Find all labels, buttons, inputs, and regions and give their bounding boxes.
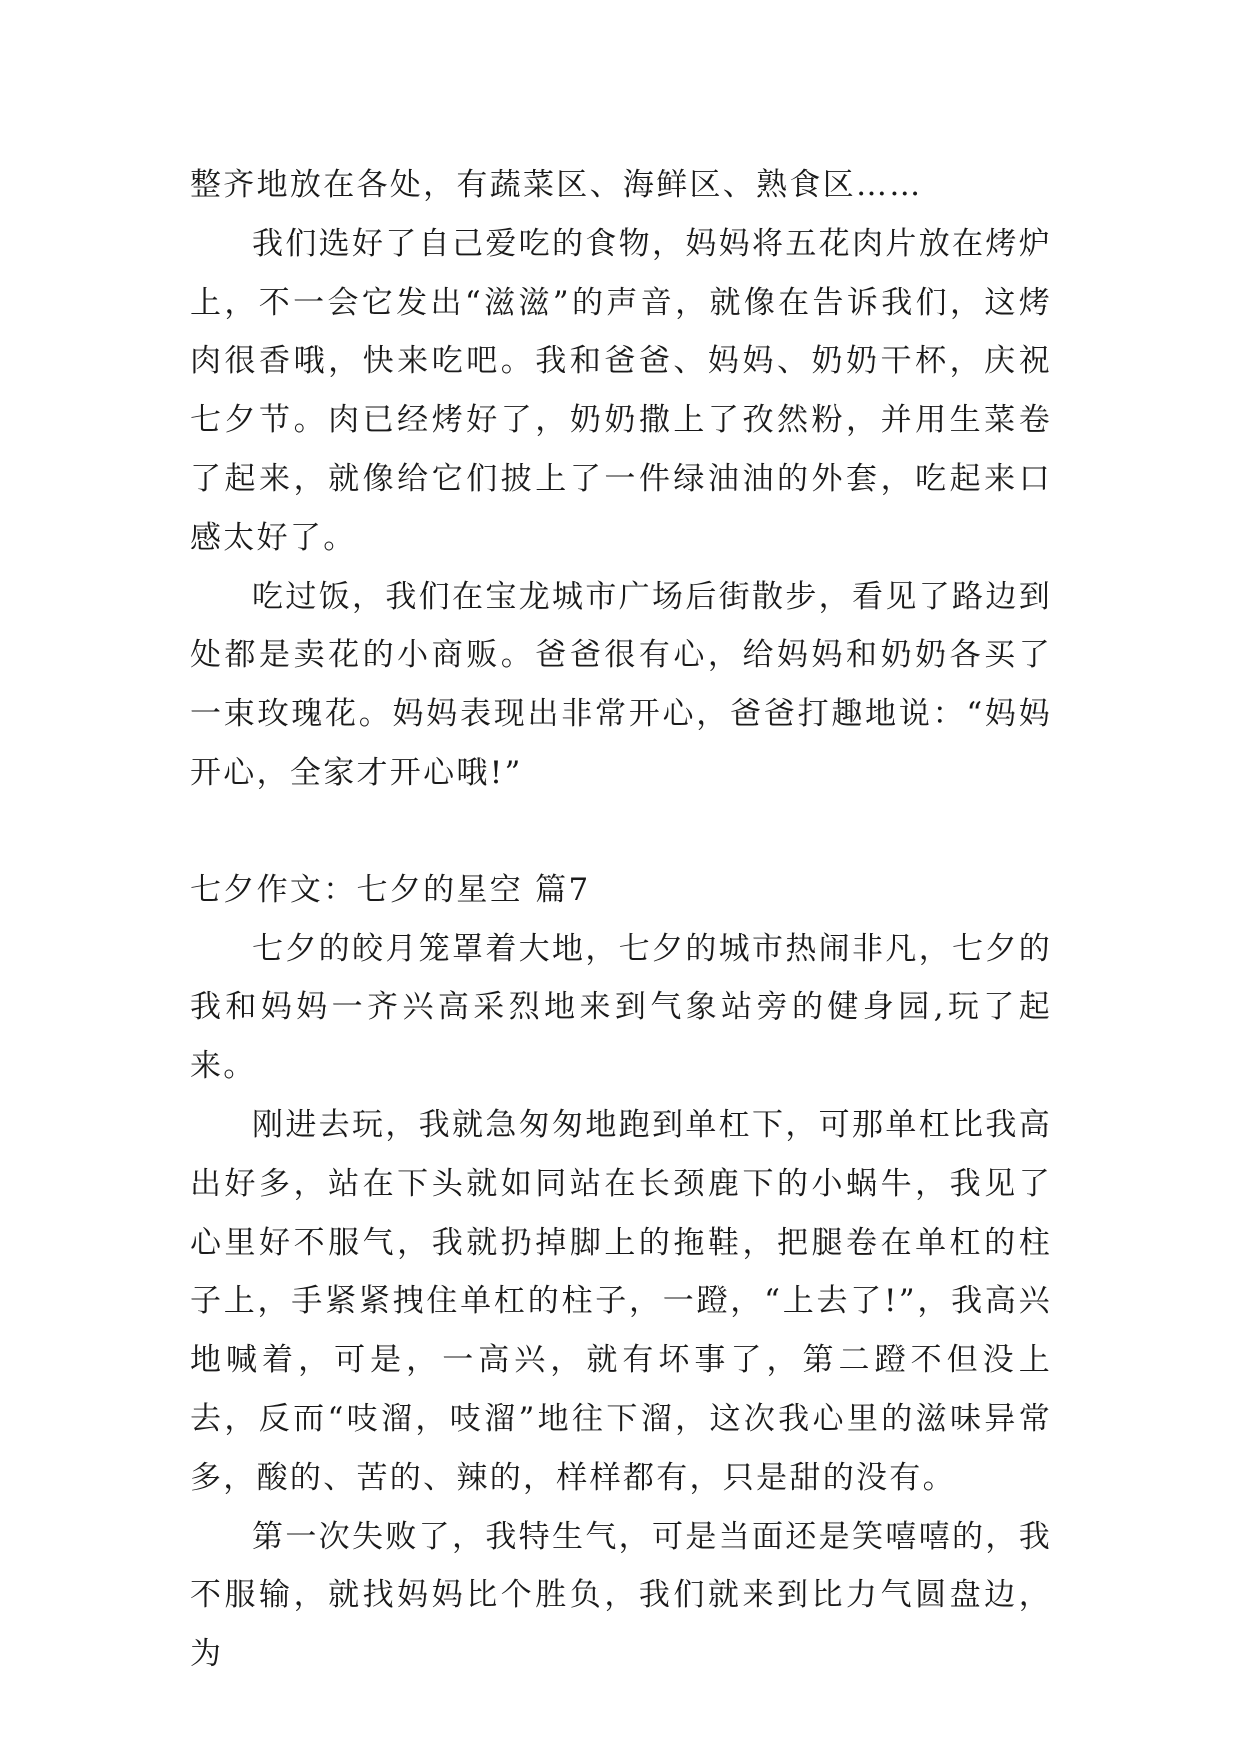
section-heading: 七夕作文：七夕的星空 篇7 — [190, 871, 591, 908]
section-gap — [190, 803, 1052, 861]
paragraph-first-failure: 第一次失败了，我特生气，可是当面还是笑嘻嘻的，我不服输，就找妈妈比个胜负，我们就来到比力气圆盘边，为 — [190, 1518, 1052, 1673]
paragraph-horizontal-bar: 刚进去玩，我就急匆匆地跑到单杠下，可那单杠比我高出好多，站在下头就如同站在长颈鹿下的小蜗牛，我见了心里好不服气，我就扔掉脚上的拖鞋，把腿卷在单杠的柱子上，手紧紧拽住单杠的柱子，一蹬，“上去了!”，我高兴地喊着，可是，一高兴，就有坏事了，第二蹬不但没上去，反而“吱溜，吱溜”地往下溜，这次我心里的滋味异常多，酸的、苦的、辣的，样样都有，只是甜的没有。 — [190, 1106, 1052, 1496]
paragraph-barbecue: 我们选好了自己爱吃的食物，妈妈将五花肉片放在烤炉上，不一会它发出“滋滋”的声音，就像在告诉我们，这烤肉很香哦，快来吃吧。我和爸爸、妈妈、奶奶干杯，庆祝七夕节。肉已经烤好了，奶奶撒上了孜然粉，并用生菜卷了起来，就像给它们披上了一件绿油油的外套，吃起来口感太好了。 — [190, 225, 1052, 556]
paragraph-moonlight: 七夕的皎月笼罩着大地，七夕的城市热闹非凡，七夕的我和妈妈一齐兴高采烈地来到气象站旁的健身园,玩了起来。 — [190, 930, 1052, 1085]
paragraph-continuation: 整齐地放在各处，有蔬菜区、海鲜区、熟食区…… — [190, 167, 923, 203]
paragraph-walk: 吃过饭，我们在宝龙城市广场后街散步，看见了路边到处都是卖花的小商贩。爸爸很有心，给妈妈和奶奶各买了一束玫瑰花。妈妈表现出非常开心，爸爸打趣地说：“妈妈开心，全家才开心哦!” — [190, 578, 1052, 791]
document-body — [190, 156, 1052, 1684]
